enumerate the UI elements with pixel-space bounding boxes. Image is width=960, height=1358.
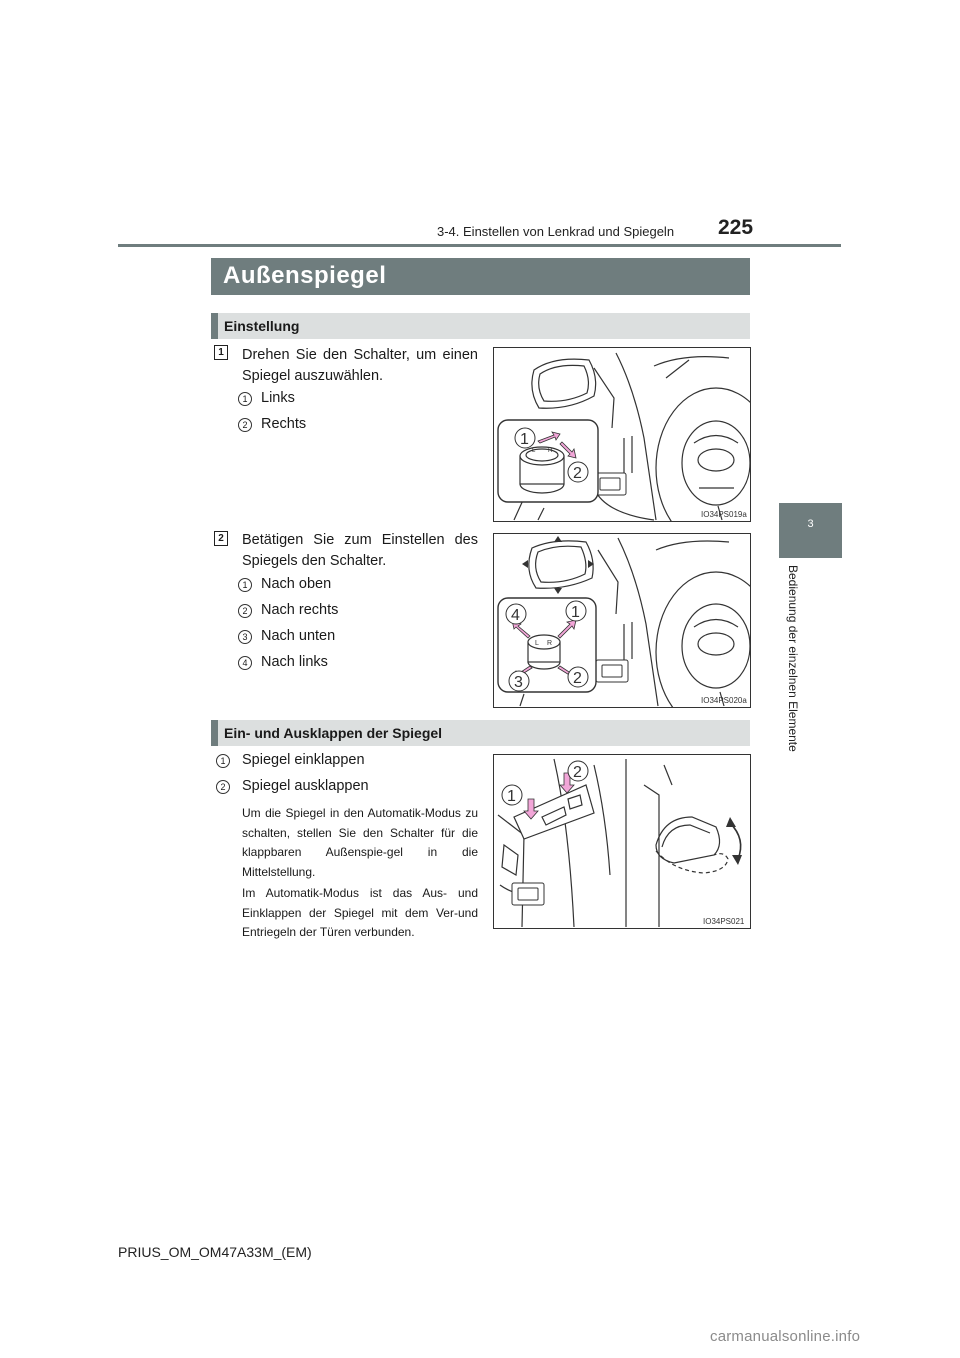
dashboard-illustration	[494, 348, 750, 521]
page-title: Außenspiegel	[223, 262, 387, 289]
callout-1: 1	[520, 431, 529, 448]
item-text: Spiegel ausklappen	[242, 778, 369, 794]
callout-1: 1	[507, 788, 516, 805]
watermark: carmanualsonline.info	[710, 1328, 861, 1345]
figure-mirror-select	[493, 347, 751, 522]
step-text: Drehen Sie den Schalter, um einen Spiegel auszuwählen.	[242, 347, 478, 384]
item-text: Nach oben	[261, 576, 332, 592]
item-text: Nach links	[261, 654, 328, 670]
subheading-accent	[211, 720, 218, 746]
note-paragraph: Um die Spiegel in den Automatik-Modus zu schalten, stellen Sie den Schalter für die klappbaren Außenspie-gel in die Mittelstellung.	[242, 806, 478, 879]
chapter-tab	[779, 503, 842, 558]
item-number-circle: 2	[238, 604, 252, 618]
item-text: Nach unten	[261, 628, 336, 644]
svg-text:R: R	[547, 640, 553, 647]
callout-2: 2	[573, 465, 582, 482]
item-number-circle: 3	[238, 630, 252, 644]
item-text: Spiegel einklappen	[242, 752, 365, 768]
figure-mirror-adjust	[493, 533, 751, 708]
item-number-circle: 1	[216, 754, 230, 768]
step-number-box: 1	[214, 345, 228, 360]
note-paragraph: Im Automatik-Modus ist das Aus- und Einklappen der Spiegel mit dem Ver-und Entriegeln der Türen verbunden.	[242, 886, 478, 939]
item-number-circle: 2	[216, 780, 230, 794]
callout-1: 1	[571, 604, 580, 621]
footer-doc-id: PRIUS_OM_OM47A33M_(EM)	[118, 1244, 312, 1260]
callout-4: 4	[511, 607, 520, 624]
figure-code: IO34PS020a	[701, 696, 747, 705]
section-header: 3-4. Einstellen von Lenkrad und Spiegeln	[437, 224, 675, 239]
chapter-number: 3	[807, 518, 814, 530]
callout-3: 3	[514, 674, 523, 691]
step-text: Betätigen Sie zum Einstellen des Spiegels den Schalter.	[242, 532, 478, 569]
item-text: Nach rechts	[261, 602, 339, 618]
callout-2: 2	[573, 670, 582, 687]
item-number-circle: 4	[238, 656, 252, 670]
item-number-circle: 1	[238, 392, 252, 406]
svg-text:L: L	[535, 640, 539, 647]
subheading-accent	[211, 313, 218, 339]
svg-text:R: R	[548, 448, 553, 454]
item-number-circle: 2	[238, 418, 252, 432]
svg-text:L: L	[532, 448, 536, 454]
subheading-einklappen: Ein- und Ausklappen der Spiegel	[224, 725, 443, 741]
step-number-box: 2	[214, 531, 228, 546]
dashboard-illustration	[494, 534, 750, 707]
chapter-title: Bedienung der einzelnen Elemente	[786, 565, 800, 752]
chapter-title-vertical	[786, 565, 800, 777]
callout-2: 2	[573, 764, 582, 781]
fold-illustration	[494, 755, 750, 928]
subheading-einstellung: Einstellung	[224, 318, 300, 334]
page-number: 225	[718, 216, 754, 239]
header-rule	[118, 244, 841, 247]
figure-mirror-fold	[493, 754, 751, 929]
item-text: Links	[261, 390, 295, 406]
item-text: Rechts	[261, 416, 307, 432]
item-number-circle: 1	[238, 578, 252, 592]
figure-code: IO34PS021	[703, 917, 745, 926]
figure-code: IO34PS019a	[701, 510, 747, 519]
